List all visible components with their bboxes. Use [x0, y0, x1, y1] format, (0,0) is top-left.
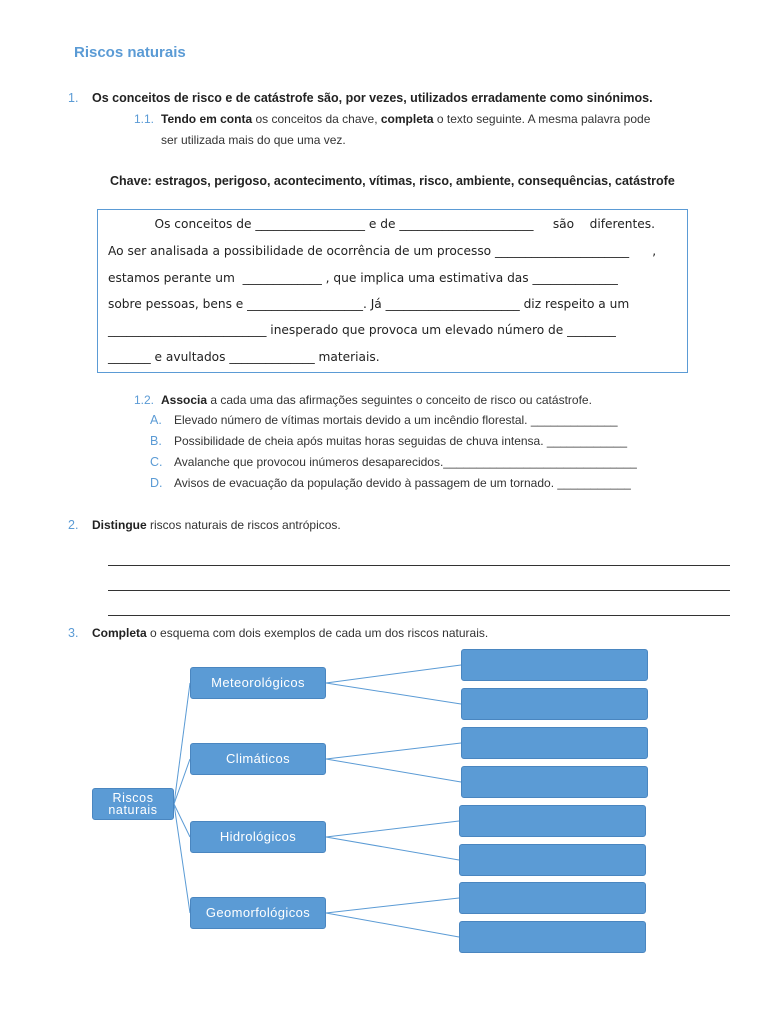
question-3-text-rest: o esquema com dois exemplos de cada um dos riscos naturais. [146, 626, 489, 640]
example-answer-box[interactable] [461, 688, 648, 720]
diagram-node-meteorologicos: Meteorológicos [190, 667, 326, 699]
item-letter: A. [150, 413, 162, 427]
item-letter: D. [150, 476, 163, 490]
question-1-1-text-a: os conceitos da chave, [252, 112, 381, 126]
question-3-number: 3. [68, 626, 79, 640]
question-1-1-verb-2: completa [380, 112, 434, 126]
connector-line [326, 665, 461, 683]
connector-line [326, 743, 461, 759]
question-1-2-number: 1.2. [134, 393, 155, 407]
connector-line [174, 683, 190, 804]
page-title: Riscos naturais [74, 44, 186, 61]
example-answer-box[interactable] [461, 649, 648, 681]
question-1-2-verb: Associa [161, 393, 208, 407]
item-letter: C. [150, 455, 163, 469]
fill-line[interactable]: estamos perante um _____________ , que implica uma estimativa das ______________ [108, 271, 618, 285]
example-answer-box[interactable] [461, 766, 648, 798]
example-answer-box[interactable] [459, 921, 646, 953]
example-answer-box[interactable] [459, 805, 646, 837]
question-1-number: 1. [68, 91, 79, 105]
diagram-root-node: Riscos naturais [92, 788, 174, 820]
diagram-node-climaticos: Climáticos [190, 743, 326, 775]
item-text[interactable]: Possibilidade de cheia após muitas horas seguidas de chuva intensa. ____________ [174, 434, 627, 448]
question-1-1-number: 1.1. [134, 112, 155, 126]
connector-line [326, 913, 459, 937]
question-2-number: 2. [68, 518, 79, 532]
diagram-node-hidrologicos: Hidrológicos [190, 821, 326, 853]
connector-line [326, 821, 459, 837]
key-words: Chave: estragos, perigoso, acontecimento, vítimas, risco, ambiente, consequências, catástrofe [110, 174, 675, 188]
example-answer-box[interactable] [461, 727, 648, 759]
question-1-1-verb: Tendo em conta [161, 112, 253, 126]
question-1-text: Os conceitos de risco e de catástrofe são, por vezes, utilizados erradamente como sinónimos. [92, 91, 653, 105]
item-text[interactable]: Avisos de evacuação da população devido à passagem de um tornado. ___________ [174, 476, 631, 490]
fill-line[interactable]: _______ e avultados ______________ materiais. [108, 350, 380, 364]
fill-line[interactable]: __________________________ inesperado que provoca um elevado número de ________ [108, 323, 616, 337]
connector-line [174, 759, 190, 804]
question-2-text-rest: riscos naturais de riscos antrópicos. [146, 518, 341, 532]
example-answer-box[interactable] [459, 882, 646, 914]
example-answer-box[interactable] [459, 844, 646, 876]
item-text[interactable]: Elevado número de vítimas mortais devido a um incêndio florestal. _____________ [174, 413, 618, 427]
connector-line [326, 759, 461, 782]
connector-line [326, 837, 459, 860]
connector-line [326, 898, 459, 913]
fill-line[interactable]: Ao ser analisada a possibilidade de ocorrência de um processo ______________________ , [108, 244, 657, 258]
question-3-verb: Completa [92, 626, 147, 640]
question-1-1-text-b: o texto seguinte. A mesma palavra pode [433, 112, 651, 126]
item-text[interactable]: Avalanche que provocou inúmeros desaparecidos._____________________________ [174, 455, 637, 469]
question-1-2-text-rest: a cada uma das afirmações seguintes o conceito de risco ou catástrofe. [207, 393, 592, 407]
question-1-1-text-c: ser utilizada mais do que uma vez. [161, 133, 346, 147]
diagram-node-geomorfologicos: Geomorfológicos [190, 897, 326, 929]
fill-line[interactable]: sobre pessoas, bens e ___________________. Já ______________________ diz respeito a um [108, 297, 630, 311]
fill-line[interactable]: Os conceitos de __________________ e de ______________________ são diferentes. [108, 217, 655, 231]
item-letter: B. [150, 434, 162, 448]
question-2-verb: Distingue [92, 518, 147, 532]
connector-line [326, 683, 461, 704]
